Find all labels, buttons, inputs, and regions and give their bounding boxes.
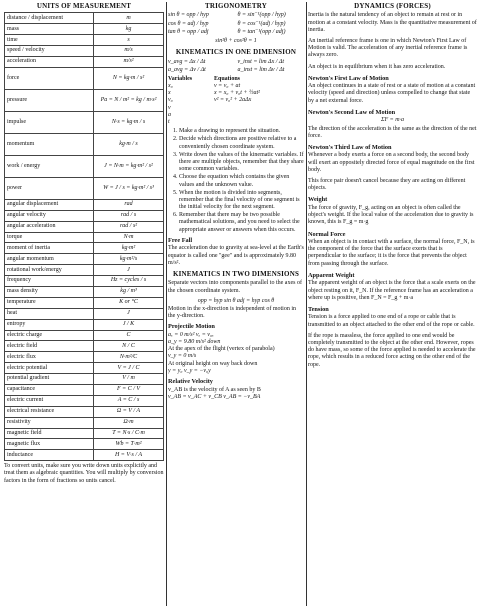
quantity-cell: electrical resistance xyxy=(5,406,94,417)
law3-text: Whenever a body exerts a force on a second body, the second body will exert an oppositely directed force of equal magnitude on the first body. xyxy=(308,152,475,173)
unit-cell: rad xyxy=(94,199,164,210)
kin1-variables-equations xyxy=(168,76,304,126)
quantity-cell: electric potential xyxy=(5,363,94,374)
unit-cell: kg·m²/s xyxy=(94,254,164,265)
kin-variable: x xyxy=(168,90,171,97)
quantity-cell: rotational work/energy xyxy=(5,265,94,276)
units-row xyxy=(5,24,164,35)
kin1-def: v_inst = lim Δx / Δt xyxy=(237,58,285,65)
unit-cell: A = C / s xyxy=(94,395,164,406)
units-row xyxy=(5,46,164,57)
unit-cell: J / K xyxy=(94,319,164,330)
quantity-cell: time xyxy=(5,35,94,46)
kin1-def: a_avg = Δv / Δt xyxy=(168,66,206,73)
quantity-cell: angular acceleration xyxy=(5,221,94,232)
unit-cell: rad / s xyxy=(94,210,164,221)
unit-cell: F = C / V xyxy=(94,384,164,395)
quantity-cell: acceleration xyxy=(5,56,94,67)
units-row xyxy=(5,67,164,89)
quantity-cell: inductance xyxy=(5,450,94,461)
units-row xyxy=(5,439,164,450)
weight-text: The force of gravity, F_g, acting on an object is often called the object's weight. If the local value of the acceleration due to gravity is known, this is F_g = m·g xyxy=(308,204,474,226)
units-row xyxy=(5,395,164,406)
law2-title: Newton's Second Law of Motion xyxy=(308,108,396,116)
quantity-cell: power xyxy=(5,177,94,199)
units-note: To convert units, make sure you write down units explicitly and treat them as algebraic quantities. You will multiply by conversion factors in the form of fractions so units cancel. xyxy=(4,463,164,484)
unit-cell: kg·m² xyxy=(94,243,164,254)
dyn-reference-frame: An inertial reference frame is one in which Newton's First Law of Motion is valid. The acceleration of any inertial reference frame is always zero. xyxy=(308,37,468,59)
trig-title: TRIGONOMETRY xyxy=(204,2,268,10)
kin1-steps xyxy=(168,128,304,234)
units-row xyxy=(5,363,164,374)
column-divider-2 xyxy=(306,2,307,606)
dyn-title: DYNAMICS (FORCES) xyxy=(354,2,431,10)
units-row xyxy=(5,265,164,276)
trig-eq: sin θ = opp / hyp xyxy=(168,12,209,19)
quantity-cell: momentum xyxy=(5,133,94,155)
units-row xyxy=(5,308,164,319)
units-row xyxy=(5,254,164,265)
trig-equations xyxy=(168,12,304,36)
freefall-text: The acceleration due to gravity at sea-level at the Earth's equator is called one "gee" and is approximately 9.80 m/s². xyxy=(168,245,304,266)
quantity-cell: heat xyxy=(5,308,94,319)
units-row xyxy=(5,330,164,341)
quantity-cell: force xyxy=(5,67,94,89)
trig-eq: θ = sin⁻¹(opp / hyp) xyxy=(237,12,286,19)
units-row xyxy=(5,210,164,221)
kin-variable: t xyxy=(168,119,170,126)
unit-cell: C xyxy=(94,330,164,341)
unit-cell: Hz = cycles / s xyxy=(94,276,164,287)
unit-cell: N·s = kg·m / s xyxy=(94,111,164,133)
unit-cell: kg·m / s xyxy=(94,133,164,155)
unit-cell: m xyxy=(94,13,164,24)
quantity-cell: angular momentum xyxy=(5,254,94,265)
trig-eq: tan θ = opp / adj xyxy=(168,28,209,35)
quantity-cell: moment of inertia xyxy=(5,243,94,254)
quantity-cell: torque xyxy=(5,232,94,243)
unit-cell: Pa = N / m² = kg / m·s² xyxy=(94,89,164,111)
law2-equation: ΣF = m·a xyxy=(380,117,405,124)
trig-eq: θ = cos⁻¹(adj / hyp) xyxy=(237,20,286,27)
kinematics-column xyxy=(168,2,304,606)
units-row xyxy=(5,297,164,308)
freefall-title: Free Fall xyxy=(168,236,193,244)
projectile-line: y = y₀ v_y = −v₀y xyxy=(168,367,211,374)
kin-equation: v = v₀ + at xyxy=(214,83,241,90)
unit-cell: H = V·s / A xyxy=(94,450,164,461)
quantity-cell: angular velocity xyxy=(5,210,94,221)
units-row xyxy=(5,417,164,428)
law1-title: Newton's First Law of Motion xyxy=(308,74,389,82)
units-row xyxy=(5,89,164,111)
unit-cell: kg / m³ xyxy=(94,286,164,297)
units-row xyxy=(5,56,164,67)
projectile-line: At the apex of the flight (vertex of parabola) xyxy=(168,346,275,353)
unit-cell: Ω = V / A xyxy=(94,406,164,417)
kin1-title: KINEMATICS IN ONE DIMENSION xyxy=(175,48,297,57)
units-row xyxy=(5,352,164,363)
unit-cell: N / C xyxy=(94,341,164,352)
column-divider-1 xyxy=(166,2,167,606)
quantity-cell: potential gradient xyxy=(5,374,94,385)
units-row xyxy=(5,232,164,243)
normal-title: Normal Force xyxy=(308,230,346,238)
kin1-definitions xyxy=(168,59,304,74)
unit-cell: s xyxy=(94,35,164,46)
weight-title: Weight xyxy=(308,196,328,204)
quantity-cell: speed / velocity xyxy=(5,46,94,57)
relative-line: v_AB is the velocity of A as seen by B xyxy=(168,386,261,393)
quantity-cell: angular displacement xyxy=(5,199,94,210)
step-item: 2. Decide which directions are positive relative to a conveniently chosen coordinate system. xyxy=(179,136,304,150)
quantity-cell: electric charge xyxy=(5,330,94,341)
step-item: 5. When the motion is divided into segments, remember that the final velocity of one segment is the initial velocity for the next segment. xyxy=(179,190,304,212)
kin-equation: x = x₀ + v₀t + ½at² xyxy=(214,90,260,97)
unit-cell: V = J / C xyxy=(94,363,164,374)
units-row xyxy=(5,13,164,24)
projectile-line: a_y = 9.80 m/s² down xyxy=(168,339,221,346)
units-row xyxy=(5,243,164,254)
quantity-cell: temperature xyxy=(5,297,94,308)
law1-text: An object continues in a state of rest or a state of motion at a constant velocity (speed and direction) unless compelled to change that state by a net external force. xyxy=(308,83,476,104)
units-row xyxy=(5,406,164,417)
kin2-components: opp = hyp sin θ adj = hyp cos θ xyxy=(197,297,275,304)
units-row xyxy=(5,450,164,461)
unit-cell: K or °C xyxy=(94,297,164,308)
units-row xyxy=(5,221,164,232)
units-row xyxy=(5,155,164,177)
unit-cell: W = J / s = kg·m² / s³ xyxy=(94,177,164,199)
unit-cell: J xyxy=(94,308,164,319)
normal-text: When an object is in contact with a surface, the normal force, F_N, is the component of the force that the surface exerts that is perpendicular to the surface; it is the force that prevents the object from passing through the surface. xyxy=(308,239,475,267)
kin-variable: v xyxy=(168,104,171,111)
units-row xyxy=(5,35,164,46)
trig-eq: cos θ = adj / hyp xyxy=(168,20,209,27)
unit-cell: V / m xyxy=(94,374,164,385)
step-item: 3. Write down the values of the kinematic variables. If there are multiple objects, remember that they share some common variables. xyxy=(179,152,304,174)
units-table xyxy=(4,12,164,461)
quantity-cell: mass density xyxy=(5,286,94,297)
units-row xyxy=(5,319,164,330)
step-item: 4. Choose the equation which contains the given values and the unknown value. xyxy=(179,174,304,188)
quantity-cell: distance / displacement xyxy=(5,13,94,24)
step-item: 1. Make a drawing to represent the situation. xyxy=(179,128,304,135)
apparent-title: Apparent Weight xyxy=(308,271,355,279)
kin2-text2: Motion in the x-direction is independent of motion in the y-direction. xyxy=(168,305,296,320)
units-row xyxy=(5,374,164,385)
kin1-def: a_inst = lim Δv / Δt xyxy=(237,66,285,73)
kin-variable: x₀ xyxy=(168,83,173,90)
apparent-text: The apparent weight of an object is the force that a scale exerts on the object resting on it, F_N. If the reference frame has an acceleration a where up is positive, then F_N = F_g + m·a xyxy=(308,280,476,301)
kin1-def: v_avg = Δx / Δt xyxy=(168,58,206,65)
unit-cell: T = N·s / C·m xyxy=(94,428,164,439)
unit-cell: J = N·m = kg·m² / s² xyxy=(94,155,164,177)
units-row xyxy=(5,384,164,395)
unit-cell: J xyxy=(94,265,164,276)
kin-equation: v² = v₀² + 2aΔx xyxy=(214,97,252,104)
unit-cell: kg xyxy=(94,24,164,35)
unit-cell: m/s xyxy=(94,46,164,57)
unit-cell: N = kg·m / s² xyxy=(94,67,164,89)
unit-cell: Wb = T·m² xyxy=(94,439,164,450)
trig-identity: sin²θ + cos²θ = 1 xyxy=(215,37,257,44)
quantity-cell: frequency xyxy=(5,276,94,287)
unit-cell: N·m²/C xyxy=(94,352,164,363)
law3-note: This force pair doesn't cancel because they are acting on different objects. xyxy=(308,178,466,192)
projectile-line: aₓ = 0 m/s² vₓ = v₀ₓ xyxy=(168,331,214,338)
relative-line: v_AB = v_AC + v_CB v_AB = −v_BA xyxy=(168,393,261,400)
units-row xyxy=(5,177,164,199)
quantity-cell: electric current xyxy=(5,395,94,406)
unit-cell: m/s² xyxy=(94,56,164,67)
unit-cell: N·m xyxy=(94,232,164,243)
quantity-cell: pressure xyxy=(5,89,94,111)
dyn-inertia: Inertia is the natural tendency of an object to remain at rest or in motion at a constant velocity. Mass is the quantitative measurement of inertia. xyxy=(308,12,477,33)
units-row xyxy=(5,111,164,133)
units-title: UNITS OF MEASUREMENT xyxy=(36,2,132,10)
units-row xyxy=(5,341,164,352)
kin2-text: Separate vectors into components parallel to the axes of the chosen coordinate system. xyxy=(168,280,302,294)
units-table-body xyxy=(5,13,164,461)
quantity-cell: mass xyxy=(5,24,94,35)
step-item: 6. Remember that there may be two possible mathematical solutions, and you need to select the appropriate answer or answers when this occurs. xyxy=(179,212,304,234)
equations-header: Equations xyxy=(214,75,241,82)
units-row xyxy=(5,286,164,297)
units-row xyxy=(5,133,164,155)
quantity-cell: capacitance xyxy=(5,384,94,395)
quantity-cell: work / energy xyxy=(5,155,94,177)
law3-title: Newton's Third Law of Motion xyxy=(308,143,392,151)
quantity-cell: magnetic flux xyxy=(5,439,94,450)
projectile-line: v_y = 0 m/s xyxy=(168,353,197,360)
dyn-equilibrium: An object is in equilibrium when it has zero acceleration. xyxy=(308,63,446,70)
unit-cell: Ω·m xyxy=(94,417,164,428)
quantity-cell: impulse xyxy=(5,111,94,133)
quantity-cell: electric field xyxy=(5,341,94,352)
quantity-cell: entropy xyxy=(5,319,94,330)
projectile-title: Projectile Motion xyxy=(168,323,215,331)
tension-title: Tension xyxy=(308,305,329,313)
law2-text: The direction of the acceleration is the same as the direction of the net force. xyxy=(308,125,477,139)
units-row xyxy=(5,199,164,210)
units-row xyxy=(5,276,164,287)
variables-header: Variables xyxy=(168,75,193,82)
quantity-cell: resistivity xyxy=(5,417,94,428)
dynamics-column xyxy=(308,2,477,606)
kin-variable: v₀ xyxy=(168,97,173,104)
kin-variable: a xyxy=(168,111,171,118)
trig-eq: θ = tan⁻¹(opp / adj) xyxy=(237,28,286,35)
kin2-title: KINEMATICS IN TWO DIMENSIONS xyxy=(172,269,300,278)
quantity-cell: magnetic field xyxy=(5,428,94,439)
projectile-line: At original height on way back down xyxy=(168,360,258,367)
units-column xyxy=(4,2,164,606)
tension-text2: If the rope is massless, the force applied to one end would be completely transmitted to the object at the other end. However, ropes do have mass, so some of the force applied is needed to accelerate the rope, which results in a reduced force acting on the other end of the rope. xyxy=(308,332,476,368)
tension-text: Tension is a force applied to one end of a rope or cable that is transmitted to an object attached to the other end of the rope or cable. xyxy=(308,314,475,328)
quantity-cell: electric flux xyxy=(5,352,94,363)
unit-cell: rad / s² xyxy=(94,221,164,232)
relative-velocity-title: Relative Velocity xyxy=(168,377,213,385)
units-row xyxy=(5,428,164,439)
